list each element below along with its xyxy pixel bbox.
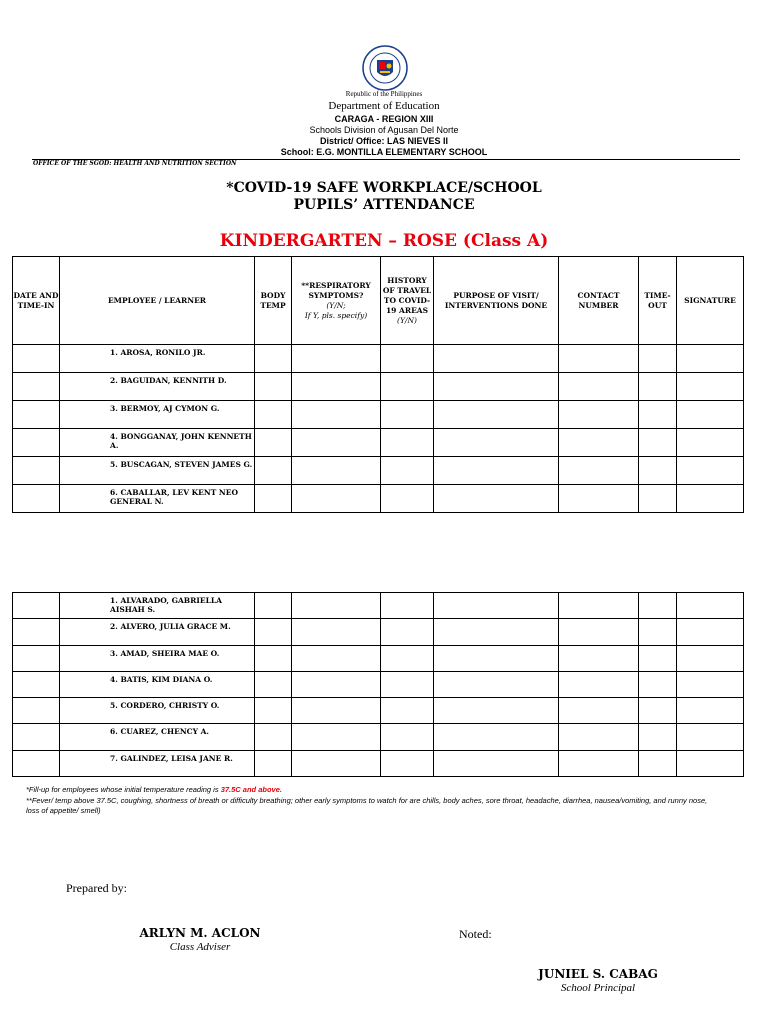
signature-cell[interactable] xyxy=(677,750,744,776)
col-history-label: HISTORY OF TRAVEL TO COVID-19 AREAS xyxy=(382,275,432,315)
learner-name: 1. ALVARADO, GABRIELLA AISHAH S. xyxy=(60,593,255,619)
timeout-cell[interactable] xyxy=(639,645,677,671)
office-label: OFFICE OF THE SGOD: HEALTH AND NUTRITION SECTION xyxy=(33,160,237,167)
contact-cell[interactable] xyxy=(559,671,639,697)
timeout-cell[interactable] xyxy=(639,345,677,373)
noted-label: Noted: xyxy=(459,927,492,941)
form-title: *COVID-19 SAFE WORKPLACE/SCHOOL xyxy=(226,180,542,196)
timeout-cell[interactable] xyxy=(639,619,677,645)
learner-name: 3. BERMOY, AJ CYMON G. xyxy=(60,401,255,429)
temp-cell[interactable] xyxy=(255,457,292,485)
signature-cell[interactable] xyxy=(677,593,744,619)
purpose-cell[interactable] xyxy=(434,457,559,485)
history-cell[interactable] xyxy=(381,750,434,776)
timeout-cell[interactable] xyxy=(639,429,677,457)
header-republic: Republic of the Philippines xyxy=(345,90,423,98)
timeout-cell[interactable] xyxy=(639,724,677,750)
resp-cell[interactable] xyxy=(292,457,381,485)
date-cell[interactable] xyxy=(13,373,60,401)
history-cell[interactable] xyxy=(381,429,434,457)
boys-attendance-table xyxy=(12,256,744,513)
purpose-cell[interactable] xyxy=(434,345,559,373)
contact-cell[interactable] xyxy=(559,619,639,645)
purpose-cell[interactable] xyxy=(434,645,559,671)
history-cell[interactable] xyxy=(381,645,434,671)
timeout-cell[interactable] xyxy=(639,671,677,697)
learner-name: 5. BUSCAGAN, STEVEN JAMES G. xyxy=(60,457,255,485)
date-cell[interactable] xyxy=(13,457,60,485)
temp-cell[interactable] xyxy=(255,373,292,401)
learner-name: 4. BONGGANAY, JOHN KENNETH A. xyxy=(60,429,255,457)
temp-cell[interactable] xyxy=(255,593,292,619)
header-school: School: E.G. MONTILLA ELEMENTARY SCHOOL xyxy=(280,147,488,157)
resp-cell[interactable] xyxy=(292,645,381,671)
temp-cell[interactable] xyxy=(255,485,292,513)
temp-cell[interactable] xyxy=(255,401,292,429)
temp-cell[interactable] xyxy=(255,645,292,671)
col-temp: BODY TEMP xyxy=(255,257,292,345)
resp-cell[interactable] xyxy=(292,401,381,429)
resp-cell[interactable] xyxy=(292,750,381,776)
col-date: DATE AND TIME-IN xyxy=(13,257,60,345)
contact-cell[interactable] xyxy=(559,645,639,671)
timeout-cell[interactable] xyxy=(639,750,677,776)
table-row xyxy=(13,750,744,776)
history-cell[interactable] xyxy=(381,698,434,724)
header-region: CARAGA - REGION XIII xyxy=(334,114,434,124)
class-title: KINDERGARTEN – ROSE (Class A) xyxy=(219,231,549,251)
principal-role: School Principal xyxy=(560,982,636,994)
signature-cell[interactable] xyxy=(677,724,744,750)
col-respiratory-sub1: (Y/N; xyxy=(326,300,346,310)
history-cell[interactable] xyxy=(381,593,434,619)
header-district: District/ Office: LAS NIEVES II xyxy=(319,136,449,146)
signature-cell[interactable] xyxy=(677,373,744,401)
date-cell[interactable] xyxy=(13,724,60,750)
date-cell[interactable] xyxy=(13,593,60,619)
col-respiratory-sub2: If Y, pls. specify) xyxy=(304,310,368,320)
date-cell[interactable] xyxy=(13,401,60,429)
header-division: Schools Division of Agusan Del Norte xyxy=(309,125,459,135)
learner-name: 2. ALVERO, JULIA GRACE M. xyxy=(60,619,255,645)
table-row xyxy=(13,671,744,697)
resp-cell[interactable] xyxy=(292,429,381,457)
purpose-cell[interactable] xyxy=(434,429,559,457)
history-cell[interactable] xyxy=(381,619,434,645)
girls-attendance-table xyxy=(12,592,744,777)
timeout-cell[interactable] xyxy=(639,401,677,429)
date-cell[interactable] xyxy=(13,750,60,776)
contact-cell[interactable] xyxy=(559,345,639,373)
purpose-cell[interactable] xyxy=(434,619,559,645)
col-history xyxy=(381,257,434,345)
table-header-row xyxy=(13,257,744,345)
resp-cell[interactable] xyxy=(292,345,381,373)
footnote-symptoms: **Fever/ temp above 37.5C, coughing, shortness of breath or difficulty breathing; other early symptoms to watch for are chills, body aches, sore throat, headache, diarrhea, nausea/vomiting, and runny nose, loss of appetite/ smell) xyxy=(26,796,708,815)
table-row xyxy=(13,593,744,619)
col-contact: CONTACT NUMBER xyxy=(559,257,639,345)
contact-cell[interactable] xyxy=(559,401,639,429)
footnote-temperature xyxy=(26,785,282,794)
table-row xyxy=(13,724,744,750)
contact-cell[interactable] xyxy=(559,485,639,513)
date-cell[interactable] xyxy=(13,671,60,697)
signature-cell[interactable] xyxy=(677,671,744,697)
col-purpose: PURPOSE OF VISIT/ INTERVENTIONS DONE xyxy=(434,257,559,345)
resp-cell[interactable] xyxy=(292,724,381,750)
temp-cell[interactable] xyxy=(255,724,292,750)
resp-cell[interactable] xyxy=(292,698,381,724)
history-cell[interactable] xyxy=(381,401,434,429)
col-history-sub: (Y/N) xyxy=(397,315,417,325)
date-cell[interactable] xyxy=(13,345,60,373)
purpose-cell[interactable] xyxy=(434,671,559,697)
temp-cell[interactable] xyxy=(255,619,292,645)
adviser-role: Class Adviser xyxy=(169,941,231,953)
learner-name: 2. BAGUIDAN, KENNITH D. xyxy=(60,373,255,401)
resp-cell[interactable] xyxy=(292,619,381,645)
signature-cell[interactable] xyxy=(677,401,744,429)
contact-cell[interactable] xyxy=(559,698,639,724)
table-row xyxy=(13,698,744,724)
table-row xyxy=(13,619,744,645)
footnote-temperature-text: *Fill-up for employees whose initial temperature reading is xyxy=(26,785,221,794)
temp-cell[interactable] xyxy=(255,671,292,697)
resp-cell[interactable] xyxy=(292,373,381,401)
date-cell[interactable] xyxy=(13,429,60,457)
purpose-cell[interactable] xyxy=(434,698,559,724)
signature-cell[interactable] xyxy=(677,645,744,671)
temp-cell[interactable] xyxy=(255,750,292,776)
contact-cell[interactable] xyxy=(559,373,639,401)
timeout-cell[interactable] xyxy=(639,485,677,513)
signature-cell[interactable] xyxy=(677,485,744,513)
contact-cell[interactable] xyxy=(559,750,639,776)
learner-name: 3. AMAD, SHEIRA MAE O. xyxy=(60,645,255,671)
contact-cell[interactable] xyxy=(559,457,639,485)
timeout-cell[interactable] xyxy=(639,373,677,401)
table-row xyxy=(13,429,744,457)
history-cell[interactable] xyxy=(381,485,434,513)
purpose-cell[interactable] xyxy=(434,593,559,619)
history-cell[interactable] xyxy=(381,345,434,373)
resp-cell[interactable] xyxy=(292,671,381,697)
timeout-cell[interactable] xyxy=(639,593,677,619)
purpose-cell[interactable] xyxy=(434,724,559,750)
col-respiratory xyxy=(292,257,381,345)
col-signature: SIGNATURE xyxy=(677,257,744,345)
purpose-cell[interactable] xyxy=(434,485,559,513)
temp-cell[interactable] xyxy=(255,698,292,724)
date-cell[interactable] xyxy=(13,698,60,724)
history-cell[interactable] xyxy=(381,671,434,697)
signature-cell[interactable] xyxy=(677,345,744,373)
contact-cell[interactable] xyxy=(559,593,639,619)
date-cell[interactable] xyxy=(13,485,60,513)
contact-cell[interactable] xyxy=(559,724,639,750)
table-row xyxy=(13,645,744,671)
table-row xyxy=(13,401,744,429)
history-cell[interactable] xyxy=(381,724,434,750)
resp-cell[interactable] xyxy=(292,593,381,619)
purpose-cell[interactable] xyxy=(434,401,559,429)
purpose-cell[interactable] xyxy=(434,750,559,776)
learner-name: 5. CORDERO, CHRISTY O. xyxy=(60,698,255,724)
history-cell[interactable] xyxy=(381,373,434,401)
purpose-cell[interactable] xyxy=(434,373,559,401)
col-respiratory-label: **RESPIRATORY SYMPTOMS? xyxy=(301,280,371,300)
principal-name: JUNIEL S. CABAG xyxy=(538,967,658,981)
signature-cell[interactable] xyxy=(677,698,744,724)
table-row xyxy=(13,345,744,373)
date-cell[interactable] xyxy=(13,645,60,671)
adviser-name: ARLYN M. ACLON xyxy=(139,926,261,940)
col-timeout: TIME-OUT xyxy=(639,257,677,345)
table-row xyxy=(13,373,744,401)
resp-cell[interactable] xyxy=(292,485,381,513)
deped-seal-icon xyxy=(362,45,408,91)
timeout-cell[interactable] xyxy=(639,457,677,485)
prepared-by-label: Prepared by: xyxy=(66,881,127,895)
temp-cell[interactable] xyxy=(255,345,292,373)
history-cell[interactable] xyxy=(381,457,434,485)
signature-cell[interactable] xyxy=(677,429,744,457)
table-row xyxy=(13,485,744,513)
signature-cell[interactable] xyxy=(677,457,744,485)
footnote-temperature-highlight: 37.5C and above. xyxy=(220,785,282,794)
col-employee: EMPLOYEE / LEARNER xyxy=(60,257,255,345)
form-subtitle: PUPILS’ ATTENDANCE xyxy=(293,197,475,213)
contact-cell[interactable] xyxy=(559,429,639,457)
learner-name: 7. GALINDEZ, LEISA JANE R. xyxy=(60,750,255,776)
signature-cell[interactable] xyxy=(677,619,744,645)
date-cell[interactable] xyxy=(13,619,60,645)
header-department: Department of Education xyxy=(328,100,440,112)
learner-name: 6. CABALLAR, LEV KENT NEO GENERAL N. xyxy=(60,485,255,513)
table-row xyxy=(13,457,744,485)
learner-name: 1. AROSA, RONILO JR. xyxy=(60,345,255,373)
learner-name: 6. CUAREZ, CHENCY A. xyxy=(60,724,255,750)
timeout-cell[interactable] xyxy=(639,698,677,724)
temp-cell[interactable] xyxy=(255,429,292,457)
learner-name: 4. BATIS, KIM DIANA O. xyxy=(60,671,255,697)
